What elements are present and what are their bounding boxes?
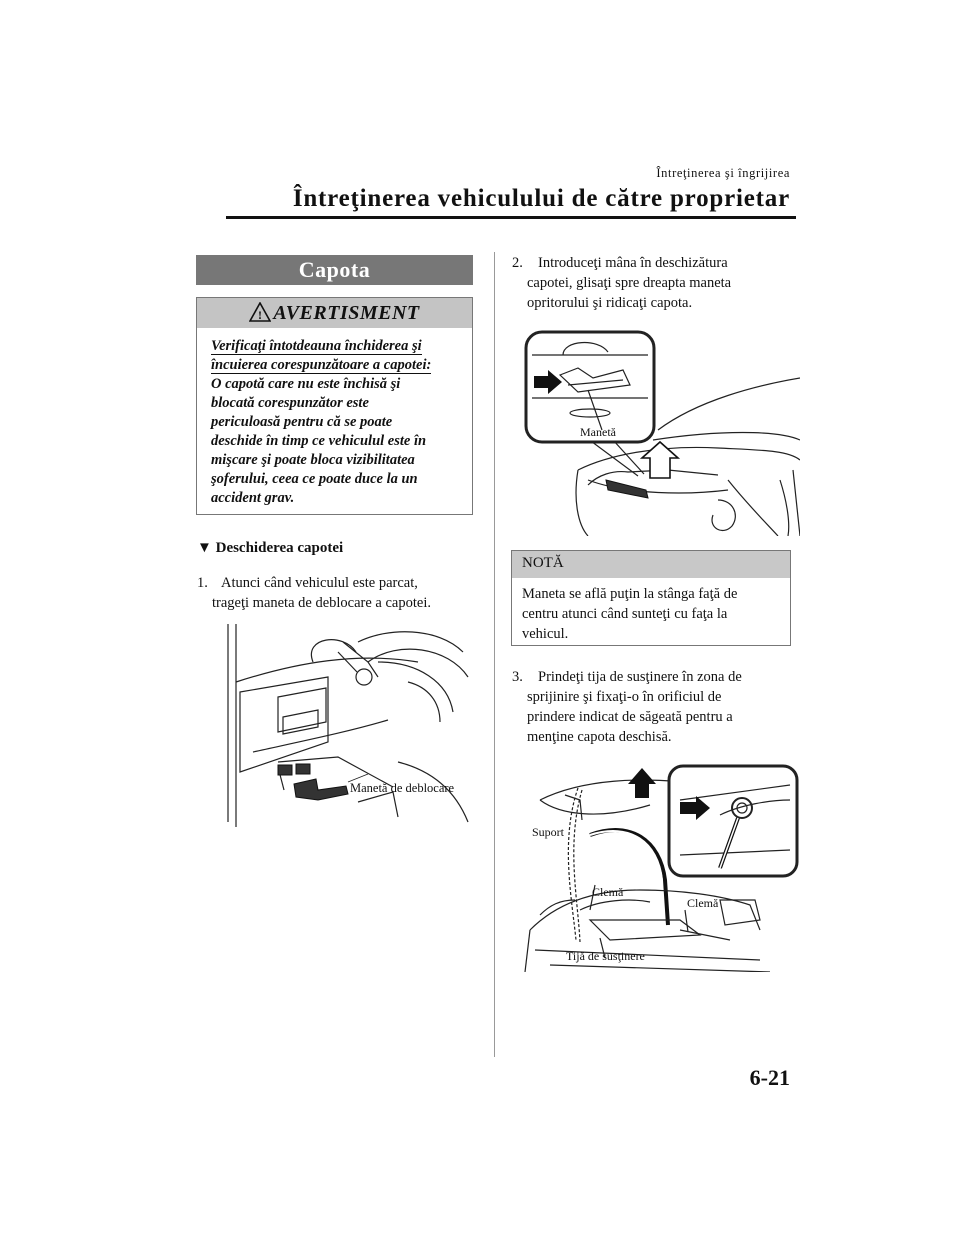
warning-header xyxy=(197,298,472,328)
section-small-title: Întreţinerea şi îngrijirea xyxy=(656,166,790,180)
step-1-line-2: trageţi maneta de deblocare a capotei. xyxy=(212,595,431,611)
warning-line-7: mişcare şi poate bloca vizibilitatea xyxy=(211,452,415,468)
capota-title: Capota xyxy=(196,255,473,285)
fig1-label-release-lever: Manetă de deblocare xyxy=(350,781,455,795)
figure-hood-release-lever xyxy=(218,622,474,832)
svg-text:!: ! xyxy=(258,308,263,322)
note-header xyxy=(512,551,790,578)
warning-text xyxy=(211,337,466,508)
subsection-title: Deschiderea capotei xyxy=(215,540,344,556)
fig2-label-lever: Manetă xyxy=(580,425,616,439)
note-line-2: centru atunci când sunteţi cu faţa la xyxy=(522,606,728,622)
step-3-number: 3. xyxy=(512,669,523,685)
subsection-heading xyxy=(197,540,343,557)
warning-heading: AVERTISMENT xyxy=(273,302,420,324)
fig3-label-support-rod: Tijă de susţinere xyxy=(566,949,645,963)
warning-line-8: şoferului, ceea ce poate duce la un xyxy=(211,471,418,487)
warning-line-4: blocată corespunzător este xyxy=(211,395,369,411)
step-2-line-1: Introduceţi mâna în deschizătura xyxy=(538,255,728,271)
page-number: 6-21 xyxy=(749,1065,790,1090)
fig3-label-clip-1: Clemă xyxy=(592,885,624,899)
step-1-number: 1. xyxy=(197,575,208,591)
column-divider xyxy=(494,252,495,1057)
warning-line-3: O capotă care nu este închisă şi xyxy=(211,376,401,392)
warning-line-2: încuierea corespunzătoare a capotei: xyxy=(211,357,432,373)
step-2-line-3: opritorului şi ridicaţi capota. xyxy=(527,295,693,311)
note-heading: NOTĂ xyxy=(522,555,564,571)
step-1-line-1: Atunci când vehiculul este parcat, xyxy=(221,575,418,591)
step-3-line-1: Prindeţi tija de susţinere în zona de xyxy=(538,669,742,685)
warning-triangle-icon xyxy=(249,302,271,322)
step-2-number: 2. xyxy=(512,255,523,271)
note-box xyxy=(511,550,791,646)
header-rule xyxy=(226,216,796,219)
warning-line-9: accident grav. xyxy=(211,490,295,506)
step-3-line-4: menţine capota deschisă. xyxy=(527,729,672,745)
note-text xyxy=(522,584,784,644)
figure-hood-latch xyxy=(518,330,800,536)
step-2-line-2: capotei, glisaţi spre dreapta maneta xyxy=(527,275,732,291)
note-line-3: vehicul. xyxy=(522,626,569,642)
step-3-line-3: prindere indicat de săgeată pentru a xyxy=(527,709,733,725)
warning-line-1: Verificaţi întotdeauna închiderea şi xyxy=(211,338,422,354)
note-line-1: Maneta se află puţin la stânga faţă de xyxy=(522,586,738,602)
warning-box xyxy=(196,297,473,515)
section-title: Întreţinerea vehiculului de către proprietar xyxy=(292,185,790,212)
warning-line-5: periculoasă pentru că se poate xyxy=(211,414,393,430)
fig3-label-clip-2: Clemă xyxy=(687,896,719,910)
figure-hood-support-rod xyxy=(520,760,800,972)
fig3-label-support: Suport xyxy=(532,825,565,839)
warning-line-6: deschide în timp ce vehiculul este în xyxy=(211,433,427,449)
triangle-down-icon: ▼ xyxy=(197,540,212,556)
step-3-line-2: sprijinire şi fixaţi-o în orificiul de xyxy=(527,689,722,705)
